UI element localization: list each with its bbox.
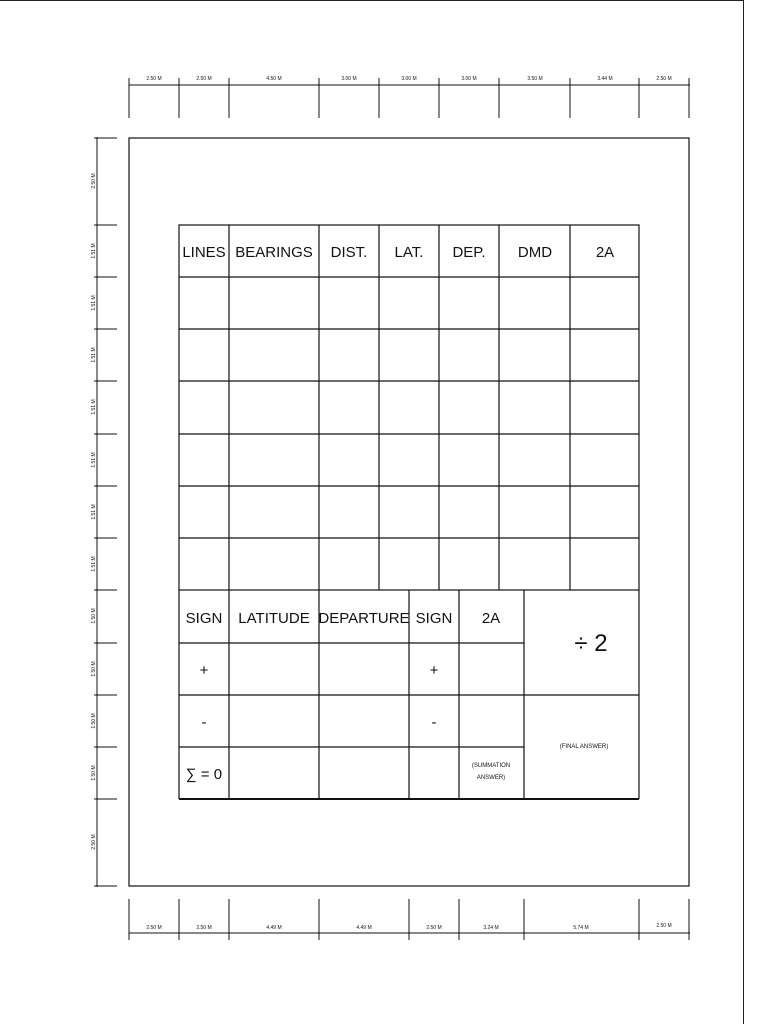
final-answer-note: (FINAL ANSWER)	[559, 744, 609, 750]
dim-left-8: 1.51 M	[91, 556, 97, 572]
sign-plus-right: +	[429, 662, 439, 679]
summary-header-sign-2: SIGN	[415, 610, 453, 627]
summation-answer-note-line2: ANSWER)	[476, 775, 506, 781]
dim-bottom-6: 3.24 M	[483, 925, 499, 931]
dim-bottom-8: 2.50 M	[656, 923, 672, 929]
dim-top-6: 3.00 M	[461, 76, 477, 82]
summary-header-departure: DEPARTURE	[318, 610, 410, 627]
dim-left-2: 1.51 M	[91, 243, 97, 259]
header-dmd: DMD	[517, 244, 553, 261]
dim-top-1: 2.50 M	[146, 76, 162, 82]
dim-left-9: 1.50 M	[91, 608, 97, 624]
dim-bottom-7: 5.74 M	[573, 925, 589, 931]
traverse-table	[179, 225, 639, 590]
sign-minus-right: -	[431, 714, 437, 731]
dim-left-7: 1.51 M	[91, 504, 97, 520]
top-dimension-line	[129, 78, 690, 118]
header-latitude: LAT.	[394, 244, 424, 261]
left-dimension-labels	[91, 173, 97, 849]
dim-left-6: 1.51 M	[91, 452, 97, 468]
summation-answer-note-line1: (SUMMATION	[471, 763, 511, 769]
dim-left-3: 1.51 M	[91, 295, 97, 311]
dim-left-11: 1.50 M	[91, 713, 97, 729]
summary-header-sign: SIGN	[185, 610, 223, 627]
dim-bottom-2: 2.50 M	[196, 925, 212, 931]
summary-table-row-labels	[186, 662, 439, 783]
summary-table-headers	[186, 610, 501, 627]
dim-left-10: 1.50 M	[91, 661, 97, 677]
summary-header-latitude: LATITUDE	[238, 610, 310, 627]
dim-left-4: 1.51 M	[91, 347, 97, 363]
header-double-area: 2A	[595, 244, 615, 261]
dim-left-13: 2.50 M	[91, 834, 97, 850]
dim-top-3: 4.50 M	[266, 76, 282, 82]
dim-bottom-3: 4.49 M	[266, 925, 282, 931]
dim-bottom-1: 2.50 M	[146, 925, 162, 931]
header-distance: DIST.	[330, 244, 368, 261]
sign-plus-left: +	[199, 662, 209, 679]
header-departure: DEP.	[452, 244, 486, 261]
dim-left-1: 2.50 M	[91, 173, 97, 189]
dim-top-5: 3.00 M	[401, 76, 417, 82]
dim-bottom-4: 4.49 M	[356, 925, 372, 931]
dim-top-7: 3.50 M	[527, 76, 543, 82]
dim-top-8: 3.44 M	[597, 76, 613, 82]
top-dimension-labels	[146, 76, 671, 82]
header-lines: LINES	[182, 244, 226, 261]
summary-header-double-area: 2A	[481, 610, 501, 627]
left-dimension-line	[94, 137, 117, 887]
dim-left-12: 1.50 M	[91, 765, 97, 781]
dim-top-2: 2.50 M	[196, 76, 212, 82]
bottom-dimension-line	[129, 899, 690, 940]
header-bearings: BEARINGS	[235, 244, 313, 261]
dim-top-4: 3.00 M	[341, 76, 357, 82]
dim-left-5: 1.51 M	[91, 399, 97, 415]
traverse-table-headers	[182, 244, 614, 261]
summary-table-notes	[472, 630, 608, 781]
sign-minus-left: -	[201, 714, 207, 731]
dim-top-9: 2.50 M	[656, 76, 672, 82]
sum-equals-zero: ∑ = 0	[185, 766, 223, 783]
divide-by-two-label: ÷ 2	[574, 630, 608, 657]
dim-bottom-5: 2.50 M	[426, 925, 442, 931]
